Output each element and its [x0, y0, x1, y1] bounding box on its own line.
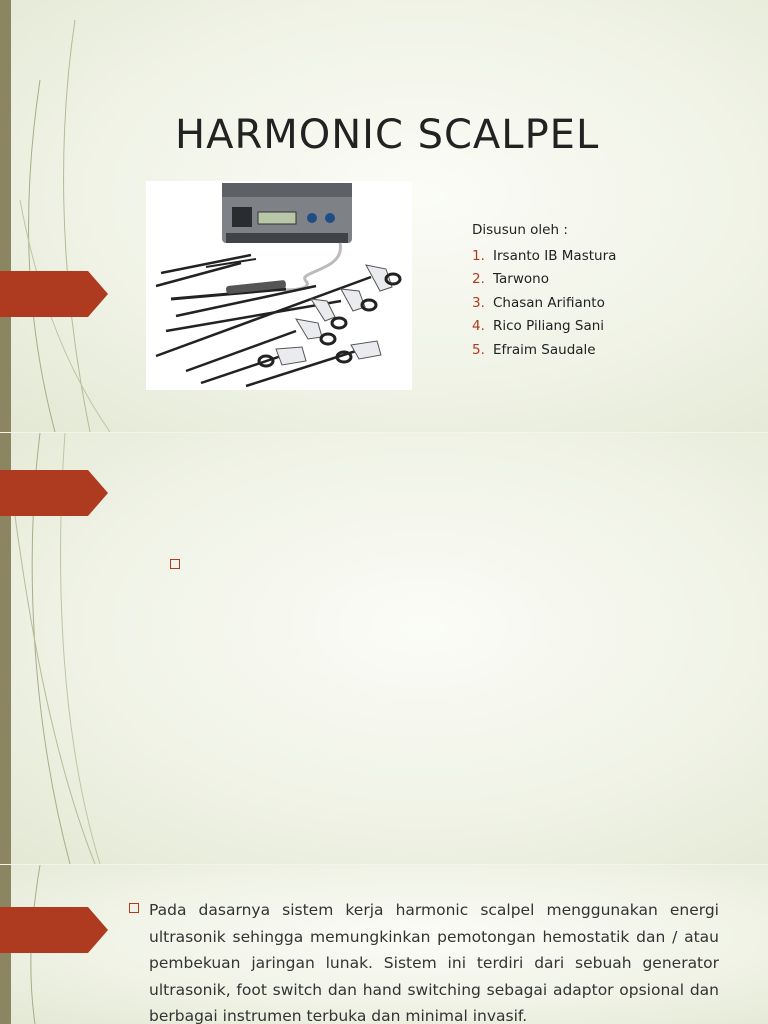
- author-name: Irsanto IB Mastura: [493, 247, 617, 264]
- author-number: 3.: [472, 294, 485, 311]
- author-name: Tarwono: [493, 271, 549, 288]
- author-name: Chasan Arifianto: [493, 294, 605, 311]
- author-item: [472, 244, 616, 268]
- author-item: [472, 315, 616, 339]
- red-arrow-marker: [0, 470, 108, 516]
- authors-block: [472, 222, 616, 362]
- red-arrow-marker: [0, 271, 108, 317]
- authors-list: [472, 244, 616, 362]
- device-image: [146, 181, 412, 390]
- slide-3: [0, 865, 768, 1024]
- red-arrow-marker: [0, 907, 108, 953]
- square-bullet-icon: [129, 903, 139, 913]
- slide-title: HARMONIC SCALPEL: [175, 112, 600, 158]
- author-number: 5.: [472, 341, 485, 358]
- square-bullet-icon: [170, 559, 180, 569]
- author-name: Efraim Saudale: [493, 341, 596, 358]
- body-paragraph: Pada dasarnya sistem kerja harmonic scalpel menggunakan energi ultrasonik sehingga memungkinkan pemotongan hemostatik dan / atau pembekuan jaringan lunak. Sistem ini terdiri dari sebuah generator ultrasonik, foot switch dan hand switching sebagai adaptor opsional dan berbagai instrumen terbuka dan minimal invasif.: [149, 901, 719, 1024]
- author-number: 1.: [472, 247, 485, 264]
- slide-2: [0, 433, 768, 864]
- slide-1: [0, 0, 768, 432]
- author-item: [472, 268, 616, 292]
- author-item: [472, 291, 616, 315]
- author-number: 2.: [472, 271, 485, 288]
- harmonic-scalpel-illustration: [146, 181, 412, 390]
- author-name: Rico Piliang Sani: [493, 318, 605, 335]
- decorative-swirl: [0, 0, 120, 432]
- author-item: [472, 338, 616, 362]
- author-number: 4.: [472, 318, 485, 335]
- authors-heading: Disusun oleh :: [472, 222, 568, 238]
